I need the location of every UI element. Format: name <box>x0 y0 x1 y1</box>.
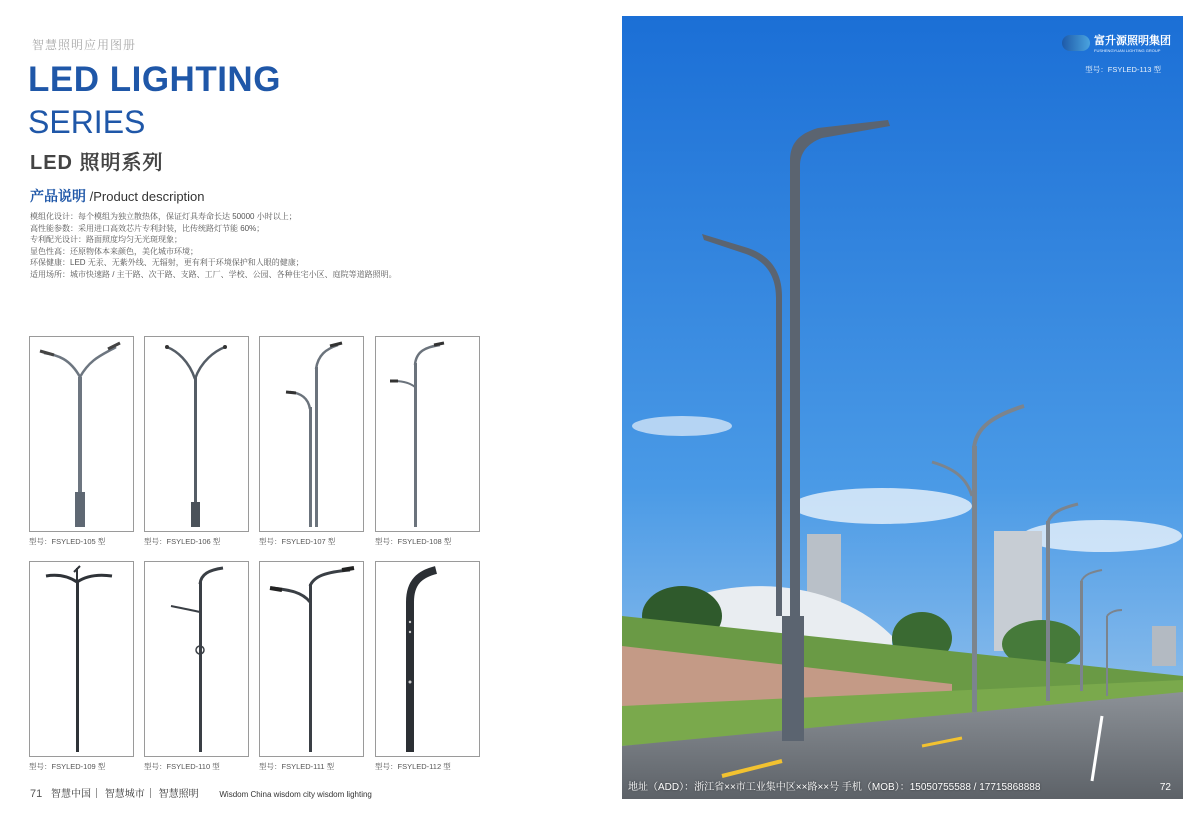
product-card-108[interactable] <box>375 336 480 532</box>
title-line1: LED LIGHTING <box>28 60 281 99</box>
cloud <box>792 488 972 524</box>
company-logo <box>1062 32 1171 53</box>
model-caption: 型号：FSYLED-112 型 <box>375 762 451 771</box>
model-caption: 型号：FSYLED-108 型 <box>375 537 452 546</box>
left-page-number: 71 <box>30 788 43 800</box>
footer-divider <box>96 788 97 798</box>
product-card-109[interactable] <box>29 561 134 757</box>
streetlight-112-image <box>376 562 479 756</box>
desc-line: 高性能参数：采用进口高效芯片专利封装，比传统路灯节能 60%； <box>30 223 265 233</box>
desc-line: 环保健康：LED 无汞、无紫外线、无辐射，更有利于环境保护和人眼的健康； <box>30 258 304 267</box>
product-description <box>30 211 450 280</box>
building <box>1152 626 1176 666</box>
title-chinese: LED 照明系列 <box>30 152 164 174</box>
footer-item: 智慧中国 <box>51 789 92 800</box>
streetlight-110-image <box>145 562 248 756</box>
logo-subtitle: FUSHENGYUAN LIGHTING GROUP <box>1094 48 1161 53</box>
footer-english: Wisdom China wisdom city wisdom lighting <box>219 790 372 799</box>
product-description-heading <box>30 186 205 206</box>
product-card-105[interactable] <box>29 336 134 532</box>
right-page-photo <box>622 16 1183 799</box>
streetlight-108-image <box>376 337 479 531</box>
street-photo <box>622 16 1183 799</box>
model-caption: 型号：FSYLED-110 型 <box>144 762 220 771</box>
streetlight-107-image <box>260 337 363 531</box>
title-line2: SERIES <box>28 104 146 140</box>
product-card-106[interactable] <box>144 336 249 532</box>
footer-divider <box>150 788 151 798</box>
streetlight-106-image <box>145 337 248 531</box>
footer-item: 智慧城市 <box>104 789 145 800</box>
model-caption: 型号：FSYLED-106 型 <box>144 537 221 546</box>
photo-model-label: 型号：FSYLED-113 型 <box>1085 65 1161 74</box>
desc-line: 模组化设计：每个模组为独立散热体，保证灯具寿命长达 50000 小时以上； <box>30 212 297 221</box>
streetlight-111-image <box>260 562 363 756</box>
model-caption: 型号：FSYLED-111 型 <box>259 762 335 771</box>
desc-line: 专利配光设计：路面照度均匀无光斑现象； <box>30 235 182 244</box>
logo-name: 富升源照明集团 <box>1094 35 1171 47</box>
model-caption: 型号：FSYLED-107 型 <box>259 537 336 546</box>
product-card-112[interactable] <box>375 561 480 757</box>
product-heading-cn: 产品说明 <box>30 188 86 204</box>
product-card-107[interactable] <box>259 336 364 532</box>
product-card-110[interactable] <box>144 561 249 757</box>
address-line: 地址（ADD）：浙江省××市工业集中区××路××号 手机（MOB）：15050755588 / 17715868888 <box>628 782 1041 793</box>
streetlight-109-image <box>30 562 133 756</box>
streetlight-105-image <box>30 337 133 531</box>
catalog-crumb: 智慧照明应用图册 <box>32 38 137 52</box>
desc-line: 适用场所：城市快速路 / 主干路、次干路、支路、工厂、学校、公园、各种住宅小区、庭院等道路照明。 <box>30 269 397 279</box>
logo-mark-icon <box>1062 35 1090 51</box>
model-caption: 型号：FSYLED-109 型 <box>29 762 106 771</box>
product-card-111[interactable] <box>259 561 364 757</box>
desc-line: 显色性高：还原物体本来颜色，美化城市环境； <box>30 246 198 256</box>
cloud <box>632 416 732 436</box>
footer-item: 智慧照明 <box>158 789 199 800</box>
right-page-number: 72 <box>1159 782 1171 793</box>
model-caption: 型号：FSYLED-105 型 <box>29 537 106 546</box>
product-heading-en: /Product description <box>89 189 205 204</box>
left-footer <box>30 785 372 800</box>
